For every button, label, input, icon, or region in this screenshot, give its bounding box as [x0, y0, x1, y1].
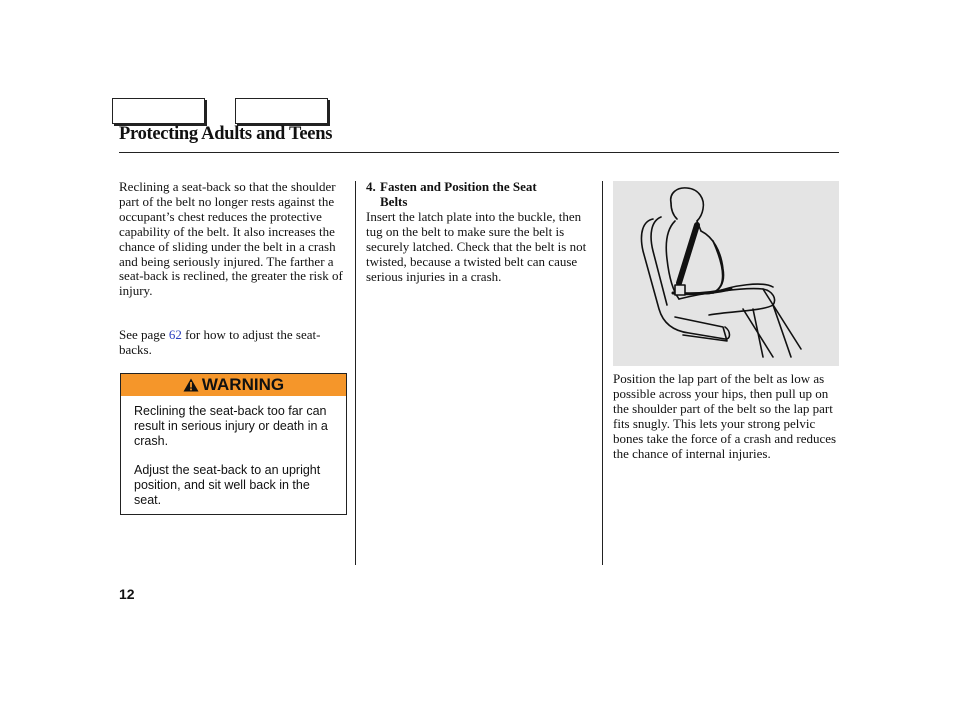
warning-header — [121, 374, 346, 396]
reclining-paragraph: Reclining a seat-back so that the shoulder part of the belt no longer rests against the occupant’s chest reduces the protective capability of the belt. It also increases the chance of sliding under the belt in a crash and being seriously injured. The farther a seat-back is reclined, the greater the risk of injury. — [119, 179, 343, 299]
step-title-line2: Belts — [380, 193, 408, 209]
page-title: Protecting Adults and Teens — [119, 124, 333, 144]
see-suffix: for how to adjust the seat-backs. — [119, 327, 321, 357]
warning-box — [120, 373, 347, 515]
step-number: 4. — [366, 179, 376, 194]
nav-tab-left[interactable] — [112, 98, 205, 124]
warning-text-1: Reclining the seat-back too far can result in serious injury or death in a crash. — [134, 404, 328, 448]
lap-belt-paragraph: Position the lap part of the belt as low as possible across your hips, then pull up on the shoulder part of the belt so the lap part fits snugly. This lets your strong pelvic bones take the force of a crash and reduces the chance of internal injuries. — [613, 371, 837, 461]
warning-triangle-icon — [183, 378, 199, 392]
seat-belt-illustration — [613, 181, 839, 366]
seated-person-illustration — [613, 181, 839, 366]
title-divider — [119, 152, 839, 153]
column-divider-2 — [602, 181, 603, 565]
warning-label: WARNING — [201, 375, 285, 394]
step-title-line1: Fasten and Position the Seat — [380, 179, 537, 194]
nav-tab-right[interactable] — [235, 98, 328, 124]
step-heading — [366, 180, 596, 210]
page-number: 12 — [119, 586, 135, 602]
see-prefix: See page — [119, 327, 166, 342]
latch-paragraph: Insert the latch plate into the buckle, then tug on the belt to make sure the belt is securely latched. Check that the belt is not twisted, because a twisted belt can cause serious injuries in a crash. — [366, 209, 587, 284]
page-link[interactable]: 62 — [168, 327, 182, 342]
column-divider-1 — [355, 181, 356, 565]
warning-text-2: Adjust the seat-back to an upright position, and sit well back in the seat. — [134, 463, 321, 507]
see-page-paragraph — [119, 328, 345, 358]
